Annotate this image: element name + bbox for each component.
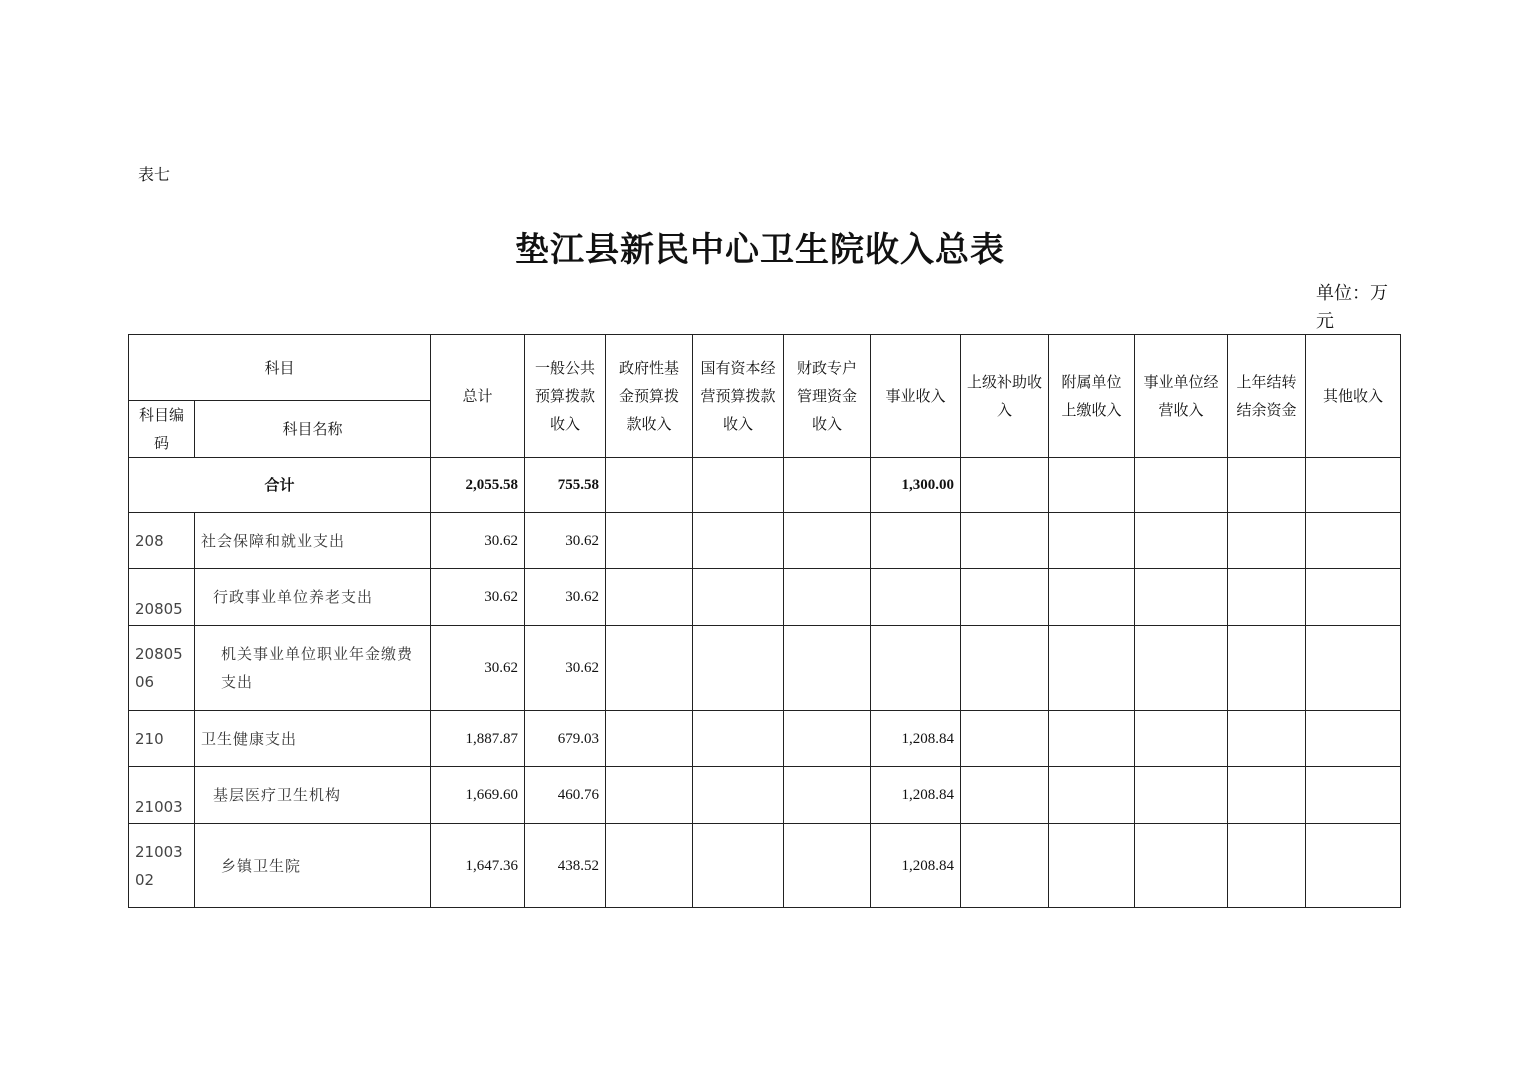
page-title: 垫江县新民中心卫生院收入总表 bbox=[515, 230, 1005, 270]
row-name: 乡镇卫生院 bbox=[195, 824, 431, 908]
summary-row bbox=[129, 458, 1401, 513]
table-number: 表七 bbox=[138, 165, 171, 184]
header-business-income: 事业收入 bbox=[871, 335, 961, 458]
header-operating-income: 事业单位经营收入 bbox=[1135, 335, 1228, 458]
row-total: 1,647.36 bbox=[431, 824, 525, 908]
header-superior-subsidy: 上级补助收入 bbox=[961, 335, 1049, 458]
header-carryover: 上年结转结余资金 bbox=[1228, 335, 1306, 458]
row-general-budget: 438.52 bbox=[525, 824, 606, 908]
summary-total: 2,055.58 bbox=[431, 458, 525, 513]
header-subject-code: 科目编码 bbox=[129, 401, 195, 458]
row-code: 210 bbox=[129, 711, 195, 767]
row-business-income: 1,208.84 bbox=[871, 824, 961, 908]
row-total: 30.62 bbox=[431, 513, 525, 569]
row-code: 20805 bbox=[129, 569, 195, 626]
header-fiscal-special: 财政专户管理资金收入 bbox=[784, 335, 871, 458]
header-other-income: 其他收入 bbox=[1306, 335, 1401, 458]
income-summary-table bbox=[128, 334, 1401, 908]
row-code: 21003 bbox=[129, 767, 195, 824]
row-name: 机关事业单位职业年金缴费支出 bbox=[195, 626, 431, 711]
row-code: 2100302 bbox=[129, 824, 195, 908]
row-name: 社会保障和就业支出 bbox=[195, 513, 431, 569]
table-row bbox=[129, 626, 1401, 711]
summary-general-budget: 755.58 bbox=[525, 458, 606, 513]
row-general-budget: 30.62 bbox=[525, 626, 606, 711]
row-total: 1,669.60 bbox=[431, 767, 525, 824]
unit-label: 单位：万元 bbox=[1316, 283, 1388, 332]
row-business-income bbox=[871, 513, 961, 569]
header-subject-name: 科目名称 bbox=[195, 401, 431, 458]
header-row-1 bbox=[129, 335, 1401, 401]
header-state-capital: 国有资本经营预算拨款收入 bbox=[693, 335, 784, 458]
summary-business-income: 1,300.00 bbox=[871, 458, 961, 513]
row-total: 30.62 bbox=[431, 626, 525, 711]
header-general-budget: 一般公共预算拨款收入 bbox=[525, 335, 606, 458]
row-business-income: 1,208.84 bbox=[871, 767, 961, 824]
row-general-budget: 460.76 bbox=[525, 767, 606, 824]
row-general-budget: 30.62 bbox=[525, 569, 606, 626]
row-business-income: 1,208.84 bbox=[871, 711, 961, 767]
table-row bbox=[129, 767, 1401, 824]
row-name: 行政事业单位养老支出 bbox=[195, 569, 431, 626]
row-total: 30.62 bbox=[431, 569, 525, 626]
row-code: 208 bbox=[129, 513, 195, 569]
header-affiliated-income: 附属单位上缴收入 bbox=[1049, 335, 1135, 458]
table-row bbox=[129, 513, 1401, 569]
row-general-budget: 679.03 bbox=[525, 711, 606, 767]
row-name: 卫生健康支出 bbox=[195, 711, 431, 767]
row-total: 1,887.87 bbox=[431, 711, 525, 767]
row-general-budget: 30.62 bbox=[525, 513, 606, 569]
header-gov-fund: 政府性基金预算拨款收入 bbox=[606, 335, 693, 458]
header-total: 总计 bbox=[431, 335, 525, 458]
table-row bbox=[129, 569, 1401, 626]
row-business-income bbox=[871, 569, 961, 626]
row-name: 基层医疗卫生机构 bbox=[195, 767, 431, 824]
table-row bbox=[129, 711, 1401, 767]
row-code: 2080506 bbox=[129, 626, 195, 711]
table-row bbox=[129, 824, 1401, 908]
row-business-income bbox=[871, 626, 961, 711]
summary-label: 合计 bbox=[129, 458, 431, 513]
header-subject: 科目 bbox=[129, 335, 431, 401]
